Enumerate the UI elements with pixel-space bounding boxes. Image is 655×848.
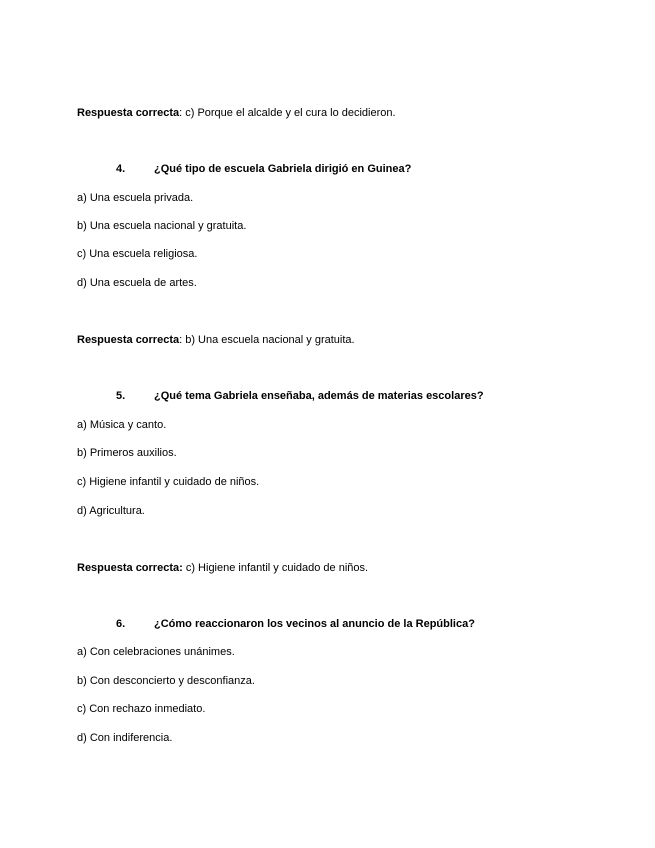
option-c: c) Con rechazo inmediato. bbox=[77, 703, 206, 715]
option-d: d) Una escuela de artes. bbox=[77, 277, 197, 289]
question-text: ¿Qué tipo de escuela Gabriela dirigió en Guinea? bbox=[154, 163, 412, 175]
question-text: ¿Cómo reaccionaron los vecinos al anuncio de la República? bbox=[154, 618, 475, 630]
answer-text: : c) Porque el alcalde y el cura lo decidieron. bbox=[179, 107, 396, 119]
answer-text: c) Higiene infantil y cuidado de niños. bbox=[182, 562, 369, 574]
option-b: b) Con desconcierto y desconfianza. bbox=[77, 675, 255, 687]
question-number: 5. bbox=[116, 390, 126, 402]
option-c: c) Higiene infantil y cuidado de niños. bbox=[77, 476, 260, 488]
answer-4 bbox=[77, 333, 355, 347]
question-text: ¿Qué tema Gabriela enseñaba, además de materias escolares? bbox=[154, 390, 484, 402]
option-a: a) Una escuela privada. bbox=[77, 192, 194, 204]
option-b: b) Una escuela nacional y gratuita. bbox=[77, 220, 247, 232]
answer-5 bbox=[77, 561, 368, 575]
answer-label: Respuesta correcta: bbox=[77, 562, 183, 574]
answer-3 bbox=[77, 106, 396, 120]
option-a: a) Con celebraciones unánimes. bbox=[77, 646, 235, 658]
answer-text: : b) Una escuela nacional y gratuita. bbox=[179, 334, 355, 346]
option-b: b) Primeros auxilios. bbox=[77, 447, 177, 459]
question-number: 4. bbox=[116, 163, 126, 175]
option-d: d) Con indiferencia. bbox=[77, 732, 173, 744]
option-d: d) Agricultura. bbox=[77, 505, 145, 517]
answer-label: Respuesta correcta bbox=[77, 334, 180, 346]
question-number: 6. bbox=[116, 618, 126, 630]
option-c: c) Una escuela religiosa. bbox=[77, 248, 198, 260]
option-a: a) Música y canto. bbox=[77, 419, 167, 431]
answer-label: Respuesta correcta bbox=[77, 107, 180, 119]
